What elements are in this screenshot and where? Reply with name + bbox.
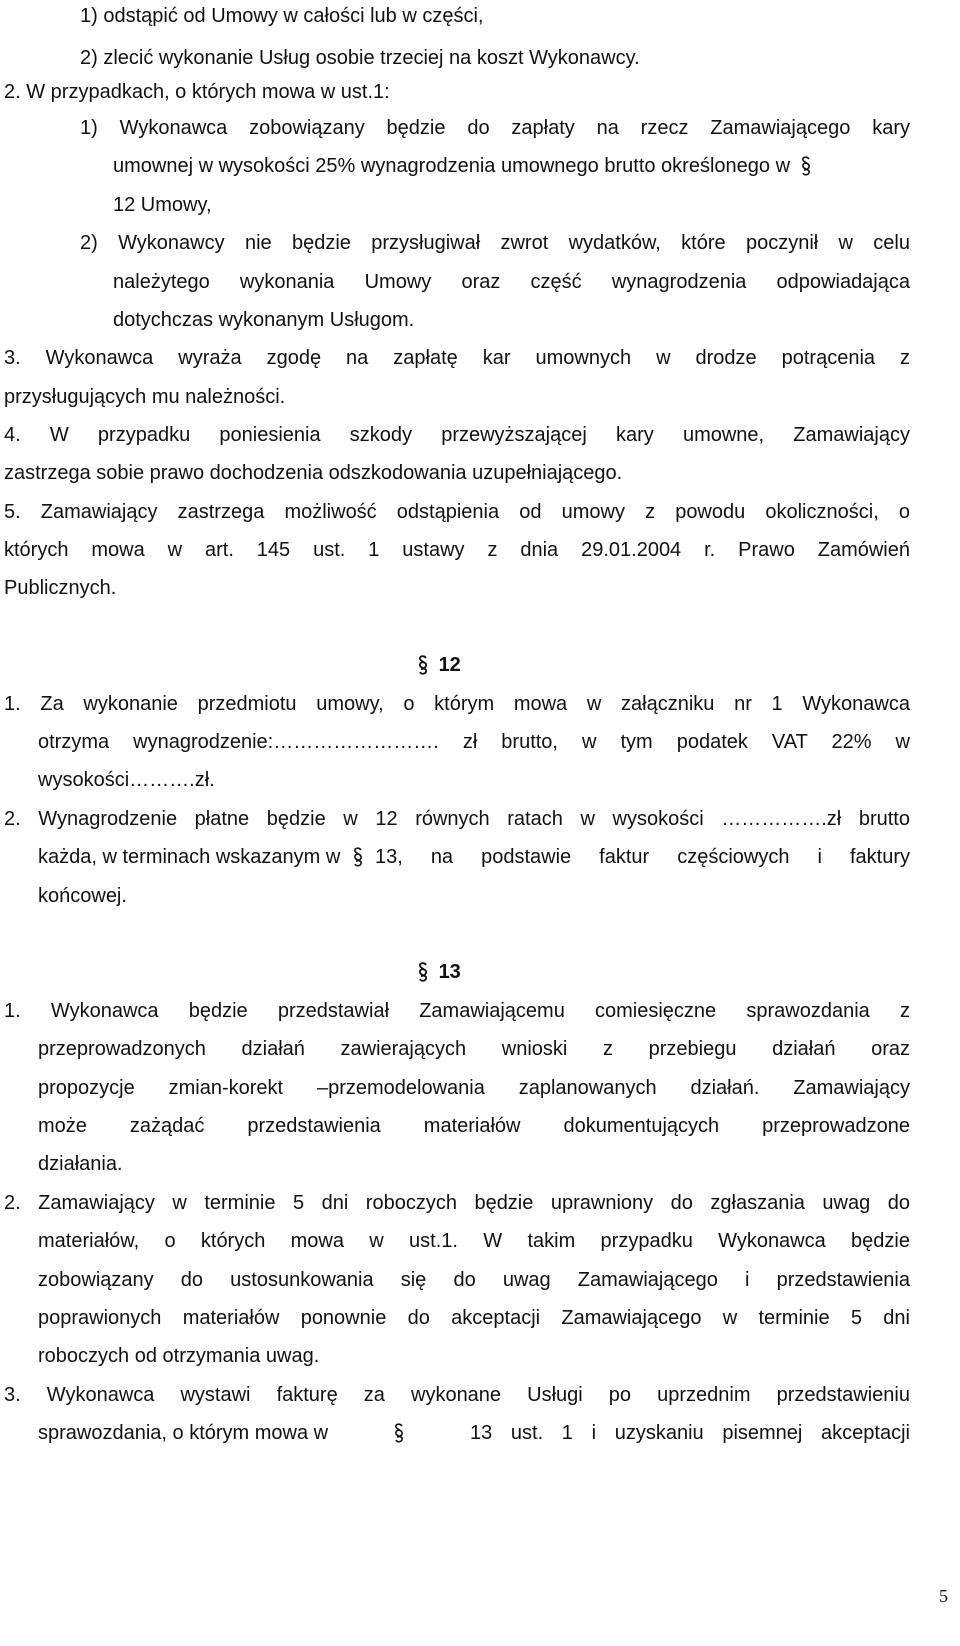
section-sign-icon	[417, 655, 429, 675]
text-line: 2) Wykonawcy nie będzie przysługiwał zwrot wydatków, które poczynił w celu	[80, 232, 910, 254]
text-line: 1) odstąpić od Umowy w całości lub w części,	[80, 5, 484, 27]
text-span: 13 ust. 1 i uzyskaniu pisemnej akceptacji	[469, 1422, 910, 1444]
text-line: 2. Zamawiający w terminie 5 dni roboczych będzie uprawniony do zgłaszania uwag do	[4, 1192, 910, 1214]
section-heading-12	[413, 653, 461, 677]
text-line: otrzyma wynagrodzenie:……………………. zł brutto, w tym podatek VAT 22% w	[38, 731, 910, 753]
text-line	[38, 1421, 910, 1445]
text-line: 3. Wykonawca wystawi fakturę za wykonane Usługi po uprzednim przedstawieniu	[4, 1384, 910, 1406]
text-line	[113, 154, 913, 178]
text-line: przysługujących mu należności.	[4, 386, 286, 408]
text-line: których mowa w art. 145 ust. 1 ustawy z dnia 29.01.2004 r. Prawo Zamówień	[4, 539, 910, 561]
text-line: dotychczas wykonanym Usługom.	[113, 309, 415, 331]
text-line: 1) Wykonawca zobowiązany będzie do zapłaty na rzecz Zamawiającego kary	[80, 117, 910, 139]
text-line: 2) zlecić wykonanie Usług osobie trzeciej na koszt Wykonawcy.	[80, 47, 640, 69]
text-line: końcowej.	[38, 885, 127, 907]
section-sign-icon	[393, 1423, 405, 1443]
text-line: 2. Wynagrodzenie płatne będzie w 12 równych ratach w wysokości …………….zł brutto	[4, 808, 910, 830]
text-line: zastrzega sobie prawo dochodzenia odszkodowania uzupełniającego.	[4, 462, 623, 484]
text-line: 2. W przypadkach, o których mowa w ust.1:	[4, 81, 390, 103]
text-line: może zażądać przedstawienia materiałów dokumentujących przeprowadzone	[38, 1115, 910, 1137]
text-span: sprawozdania, o którym mowa w	[38, 1422, 329, 1444]
text-line: 5. Zamawiający zastrzega możliwość odstąpienia od umowy z powodu okoliczności, o	[4, 501, 910, 523]
text-line: wysokości……….zł.	[38, 769, 215, 791]
text-line: Publicznych.	[4, 577, 117, 599]
section-sign-icon	[352, 847, 364, 867]
text-line: 4. W przypadku poniesienia szkody przewyższającej kary umowne, Zamawiający	[4, 424, 910, 446]
page-number: 5	[939, 1586, 948, 1606]
text-line: 12 Umowy,	[113, 194, 212, 216]
text-line: 1. Wykonawca będzie przedstawiał Zamawiającemu comiesięczne sprawozdania z	[4, 1000, 910, 1022]
text-line: należytego wykonania Umowy oraz część wynagrodzenia odpowiadająca	[113, 271, 910, 293]
text-line: przeprowadzonych działań zawierających wnioski z przebiegu działań oraz	[38, 1038, 910, 1060]
section-number: 12	[438, 654, 461, 676]
text-span: umownej w wysokości 25% wynagrodzenia umownego brutto określonego w	[113, 155, 791, 177]
text-line: poprawionych materiałów ponownie do akceptacji Zamawiającego w terminie 5 dni	[38, 1307, 910, 1329]
text-line: propozycje zmian-korekt –przemodelowania zaplanowanych działań. Zamawiający	[38, 1077, 910, 1099]
text-line: 1. Za wykonanie przedmiotu umowy, o którym mowa w załączniku nr 1 Wykonawca	[4, 693, 910, 715]
text-line	[38, 845, 910, 869]
text-span: każda, w terminach wskazanym w	[38, 846, 341, 868]
text-line: roboczych od otrzymania uwag.	[38, 1345, 320, 1367]
text-line: materiałów, o których mowa w ust.1. W takim przypadku Wykonawca będzie	[38, 1230, 910, 1252]
text-line: zobowiązany do ustosunkowania się do uwag Zamawiającego i przedstawienia	[38, 1269, 910, 1291]
text-line: działania.	[38, 1153, 123, 1175]
section-heading-13	[413, 960, 461, 984]
section-sign-icon	[417, 962, 429, 982]
text-line: 3. Wykonawca wyraża zgodę na zapłatę kar umownych w drodze potrącenia z	[4, 347, 910, 369]
section-sign-icon	[800, 156, 812, 176]
text-span: 13, na podstawie faktur częściowych i faktury	[374, 846, 910, 868]
section-number: 13	[438, 961, 461, 983]
